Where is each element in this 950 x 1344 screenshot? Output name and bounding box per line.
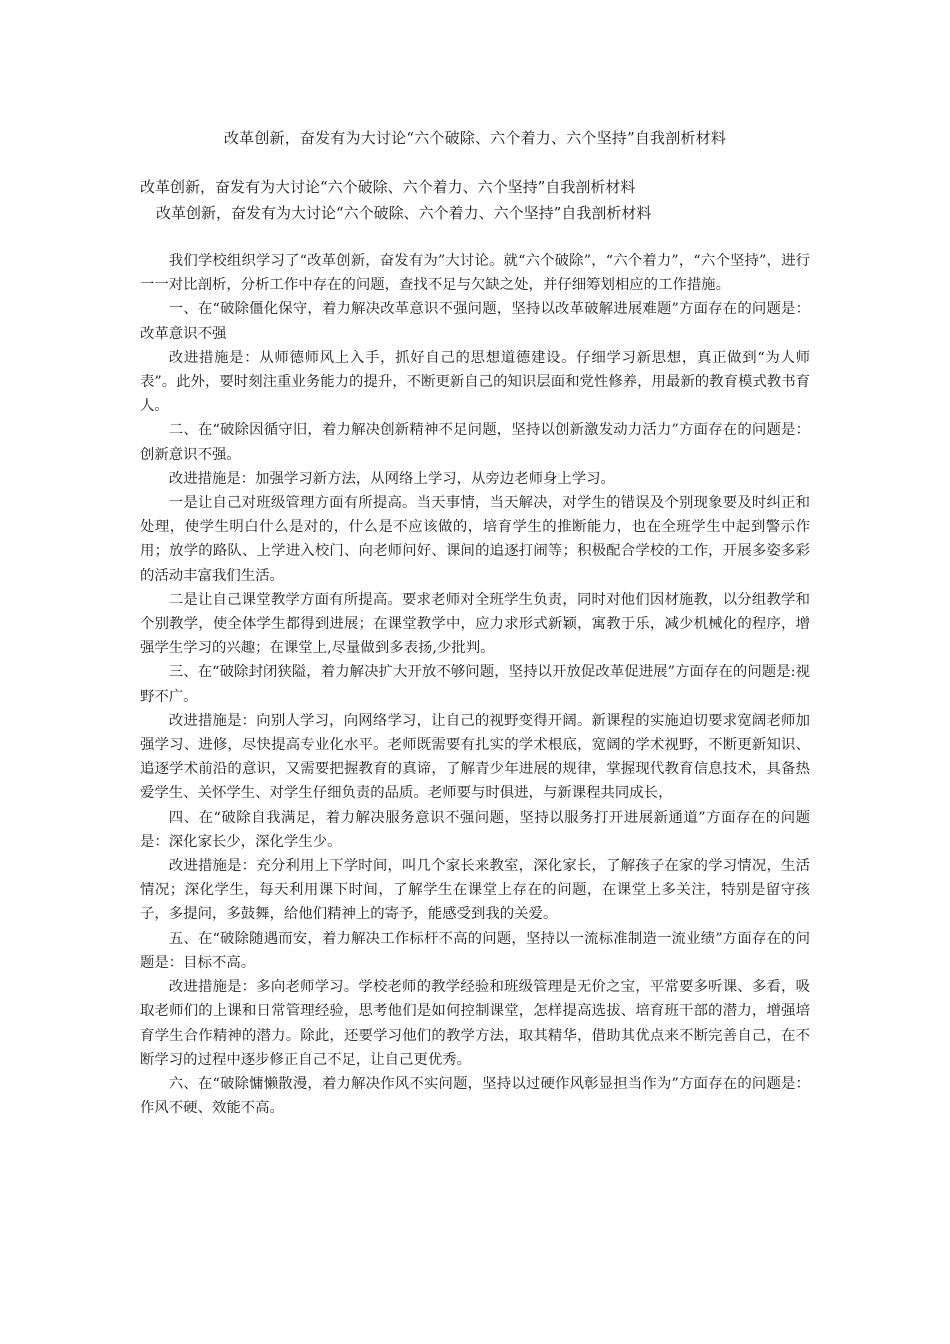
paragraph-measure-5: 改进措施是：多向老师学习。学校老师的教学经验和班级管理是无价之宝，平常要多听课、多看，吸取老师们的上课和日常管理经验，思考他们是如何控制课堂，怎样提高选拔、培育班干部的潜力，增强培育学生合作精神的潜力。除此，还要学习他们的教学方法，取其精华，借助其优点来不断完善自己，在不断学习的过程中逐步修正自己不足，让自己更优秀。 <box>140 979 810 1068</box>
paragraph-measure-2-point-1: 一是让自己对班级管理方面有所提高。当天事情，当天解决，对学生的错误及个别现象要及时纠正和处理，使学生明白什么是对的，什么是不应该做的，培育学生的推断能力，也在全班学生中起到警示作用；放学的路队、上学进入校门、向老师问好、课间的追逐打闹等；积极配合学校的工作，开展多姿多彩的活动丰富我们生活。 <box>140 495 810 584</box>
paragraph-measure-4: 改进措施是：充分利用上下学时间，叫几个家长来教室，深化家长，了解孩子在家的学习情况，生活情况；深化学生，每天利用课下时间，了解学生在课堂上存在的问题，在课堂上多关注，特别是留守孩子，多提问，多鼓舞，给他们精神上的寄予，能感受到我的关爱。 <box>140 858 810 923</box>
paragraph-measure-2-point-2: 二是让自己课堂教学方面有所提高。要求老师对全班学生负责，同时对他们因材施教，以分组教学和个别教学，使全体学生都得到进展；在课堂教学中，应力求形式新颖，寓教于乐，减少机械化的程序，增强学生学习的兴趣；在课堂上,尽量做到多表扬,少批判。 <box>140 591 810 657</box>
paragraph-issue-3: 三、在“破除封闭狭隘，着力解决扩大开放不够问题，坚持以开放促改革促进展”方面存在的问题是:视野不广。 <box>140 664 810 705</box>
paragraph-issue-4: 四、在“破除自我满足，着力解决服务意识不强问题，坚持以服务打开进展新通道”方面存在的问题是：深化家长少，深化学生少。 <box>140 809 810 850</box>
document-title: 改革创新，奋发有为大讨论“六个破除、六个着力、六个坚持”自我剖析材料 <box>223 129 727 147</box>
document-subtitle-2: 改革创新，奋发有为大讨论“六个破除、六个着力、六个坚持”自我剖析材料 <box>156 204 652 222</box>
paragraph-measure-1: 改进措施是：从师德师风上入手，抓好自己的思想道德建设。仔细学习新思想，真正做到“为人师表”。此外，要时刻注重业务能力的提升，不断更新自己的知识层面和党性修养，用最新的教育模式教书育人。 <box>140 349 810 415</box>
paragraph-issue-1: 一、在“破除僵化保守，着力解决改革意识不强问题，坚持以改革破解进展难题”方面存在的问题是：改革意识不强 <box>140 301 810 342</box>
paragraph-issue-6: 六、在“破除慵懒散漫，着力解决作风不实问题，坚持以过硬作风彰显担当作为”方面存在的问题是：作风不硬、效能不高。 <box>140 1075 810 1117</box>
paragraph-intro: 我们学校组织学习了“改革创新，奋发有为”大讨论。就“六个破除”，“六个着力”，“六个坚持”，进行一一对比剖析，分析工作中存在的问题，查找不足与欠缺之处，并仔细筹划相应的工作措施。 <box>140 253 810 294</box>
paragraph-issue-5: 五、在“破除随遇而安，着力解决工作标杆不高的问题，坚持以一流标准制造一流业绩”方面存在的问题是：目标不高。 <box>140 930 810 971</box>
document-body <box>140 249 810 1120</box>
paragraph-issue-2: 二、在“破除因循守旧，着力解决创新精神不足问题，坚持以创新激发动力活力”方面存在的问题是：创新意识不强。 <box>140 422 810 463</box>
paragraph-measure-2: 改进措施是：加强学习新方法，从网络上学习，从旁边老师身上学习。 <box>168 470 615 487</box>
document-subtitle-1: 改革创新，奋发有为大讨论“六个破除、六个着力、六个坚持”自我剖析材料 <box>140 178 636 196</box>
paragraph-measure-3: 改进措施是：向别人学习，向网络学习，让自己的视野变得开阔。新课程的实施迫切要求宽阔老师加强学习、进修，尽快提高专业化水平。老师既需要有扎实的学术根底，宽阔的学术视野，不断更新知识、追逐学术前沿的意识，又需要把握教育的真谛，了解青少年进展的规律，掌握现代教育信息技术，具备热爱学生、关怀学生、对学生仔细负责的品质。老师要与时俱进，与新课程共同成长， <box>140 712 810 802</box>
